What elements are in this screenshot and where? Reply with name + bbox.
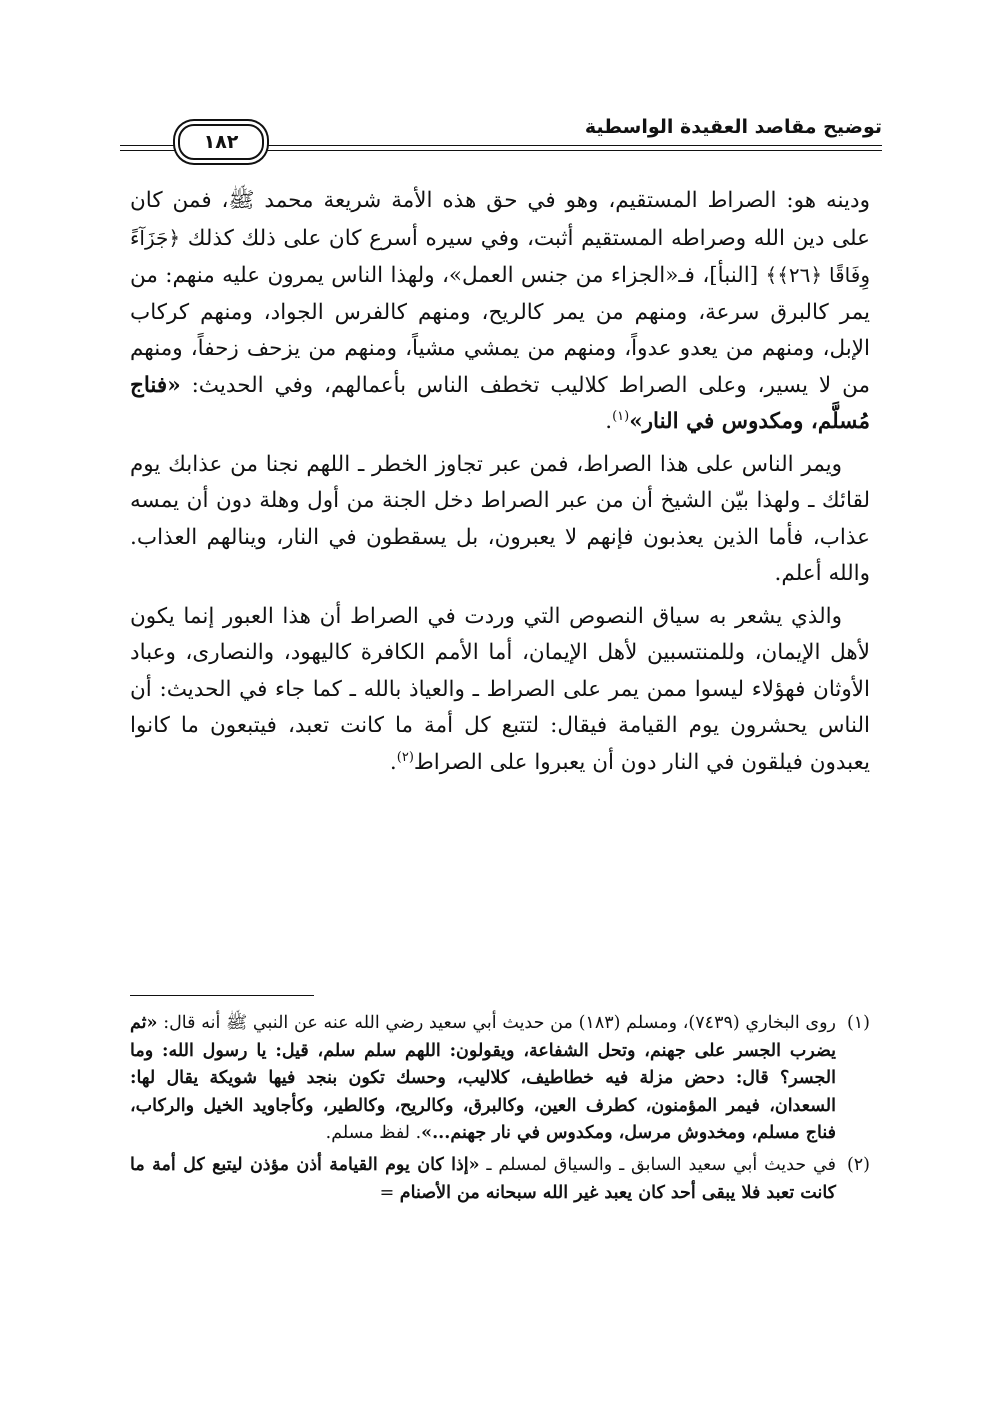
paragraph-1-text-b: [النبأ]، فـ«الجزاء من جنس العمل»، ولهذا الناس يمرون عليه منهم: من يمر كالبرق سرعة، ومنهم من يمر كالريح، ومنهم كالفرس الجواد، ومنهم كركاب الإبل، ومنهم من يعدو عدواً، ومنهم من يمشي مشياً، ومنهم من يزحف زحفاً، ومنهم من لا يسير، وعلى الصراط كلاليب تخطف الناس بأعمالهم، وفي الحديث:	[130, 263, 870, 398]
footnote-separator	[130, 995, 314, 996]
running-title: توضيح مقاصد العقيدة الواسطية	[584, 116, 882, 138]
footnote-1	[130, 1010, 870, 1148]
footnote-ref-2[interactable]: (٢)	[396, 749, 414, 765]
footnote-1-text-a: روى البخاري (٧٤٣٩)، ومسلم (١٨٣) من حديث أبي سعيد رضي الله عنه عن النبي ﷺ أنه قال:	[157, 1013, 837, 1033]
footnote-2-text-a: في حديث أبي سعيد السابق ـ والسياق لمسلم ـ	[479, 1154, 836, 1175]
page-header	[120, 112, 882, 158]
footnote-1-number: (١)	[846, 1013, 870, 1033]
footnote-2-text	[130, 1152, 836, 1207]
footnote-ref-1[interactable]: (١)	[612, 408, 630, 424]
paragraph-1-text-a: ودينه هو: الصراط المستقيم، وهو في حق هذه الأمة شريعة محمد ﷺ، فمن كان على دين الله وصراطه المستقيم أثبت، وفي سيره أسرع كان على ذلك كذلك	[130, 188, 870, 251]
paragraph-3-end: .	[389, 749, 397, 775]
footnote-1-text	[130, 1010, 836, 1148]
footnote-2-continuation-mark: =	[379, 1182, 400, 1203]
main-text	[130, 183, 870, 787]
footnote-2-number: (٢)	[846, 1154, 870, 1175]
footnote-2	[130, 1152, 870, 1207]
paragraph-1-end: .	[605, 409, 613, 434]
footnote-2-hadith: «إذا كان يوم القيامة أذن مؤذن ليتبع كل أمة ما كانت تعبد فلا يبقى أحد كان يعبد غير الله سبحانه من الأصنام	[130, 1154, 836, 1203]
footnotes	[130, 1010, 870, 1211]
hadith-quote: «فناج مُسلَّم، ومكدوس في النار»	[130, 372, 870, 434]
footnote-1-text-b: . لفظ مسلم.	[325, 1123, 422, 1144]
paragraph-2: ويمر الناس على هذا الصراط، فمن عبر تجاوز الخطر ـ اللهم نجنا من عذابك يوم لقائك ـ ولهذا بيّن الشيخ أن من عبر الصراط دخل الجنة من أول وهلة دون أن يمسه عذاب، فأما الذين يعذبون فإنهم لا يعبرون، بل يسقطون في النار، وينالهم العذاب. والله أعلم.	[130, 451, 870, 586]
page-number: ١٨٢	[203, 131, 239, 153]
paragraph-3	[130, 599, 870, 782]
quran-verse: ﴿جَزَآءً وِفَاقًا ﴿٢٦﴾﴾	[130, 225, 870, 287]
page-number-badge	[178, 124, 264, 160]
footnote-1-hadith: «ثم يضرب الجسر على جهنم، وتحل الشفاعة، ويقولون: اللهم سلم سلم، قيل: يا رسول الله: وما الجسر؟ قال: دحض مزلة فيه خطاطيف، كلاليب، وحسك تكون بنجد فيها شويكة يقال لها: السعدان، فيمر المؤمنون، كطرف العين، وكالبرق، وكالريح، وكالطير، وكأجاويد الخيل والركاب، فناج مسلم، ومخدوش مرسل، ومكدوس في نار جهنم...»	[130, 1013, 836, 1144]
paragraph-3-text: والذي يشعر به سياق النصوص التي وردت في الصراط أن هذا العبور إنما يكون لأهل الإيمان، وللمنتسبين لأهل الإيمان، أما الأمم الكافرة كاليهود، والنصارى، وعباد الأوثان فهؤلاء ليسوا ممن يمر على الصراط ـ والعياذ بالله ـ كما جاء في الحديث: أن الناس يحشرون يوم القيامة فيقال: لتتبع كل أمة ما كانت تعبد، فيتبعون ما كانوا يعبدون فيلقون في النار دون أن يعبروا على الصراط	[130, 603, 870, 775]
paragraph-1	[130, 183, 870, 441]
